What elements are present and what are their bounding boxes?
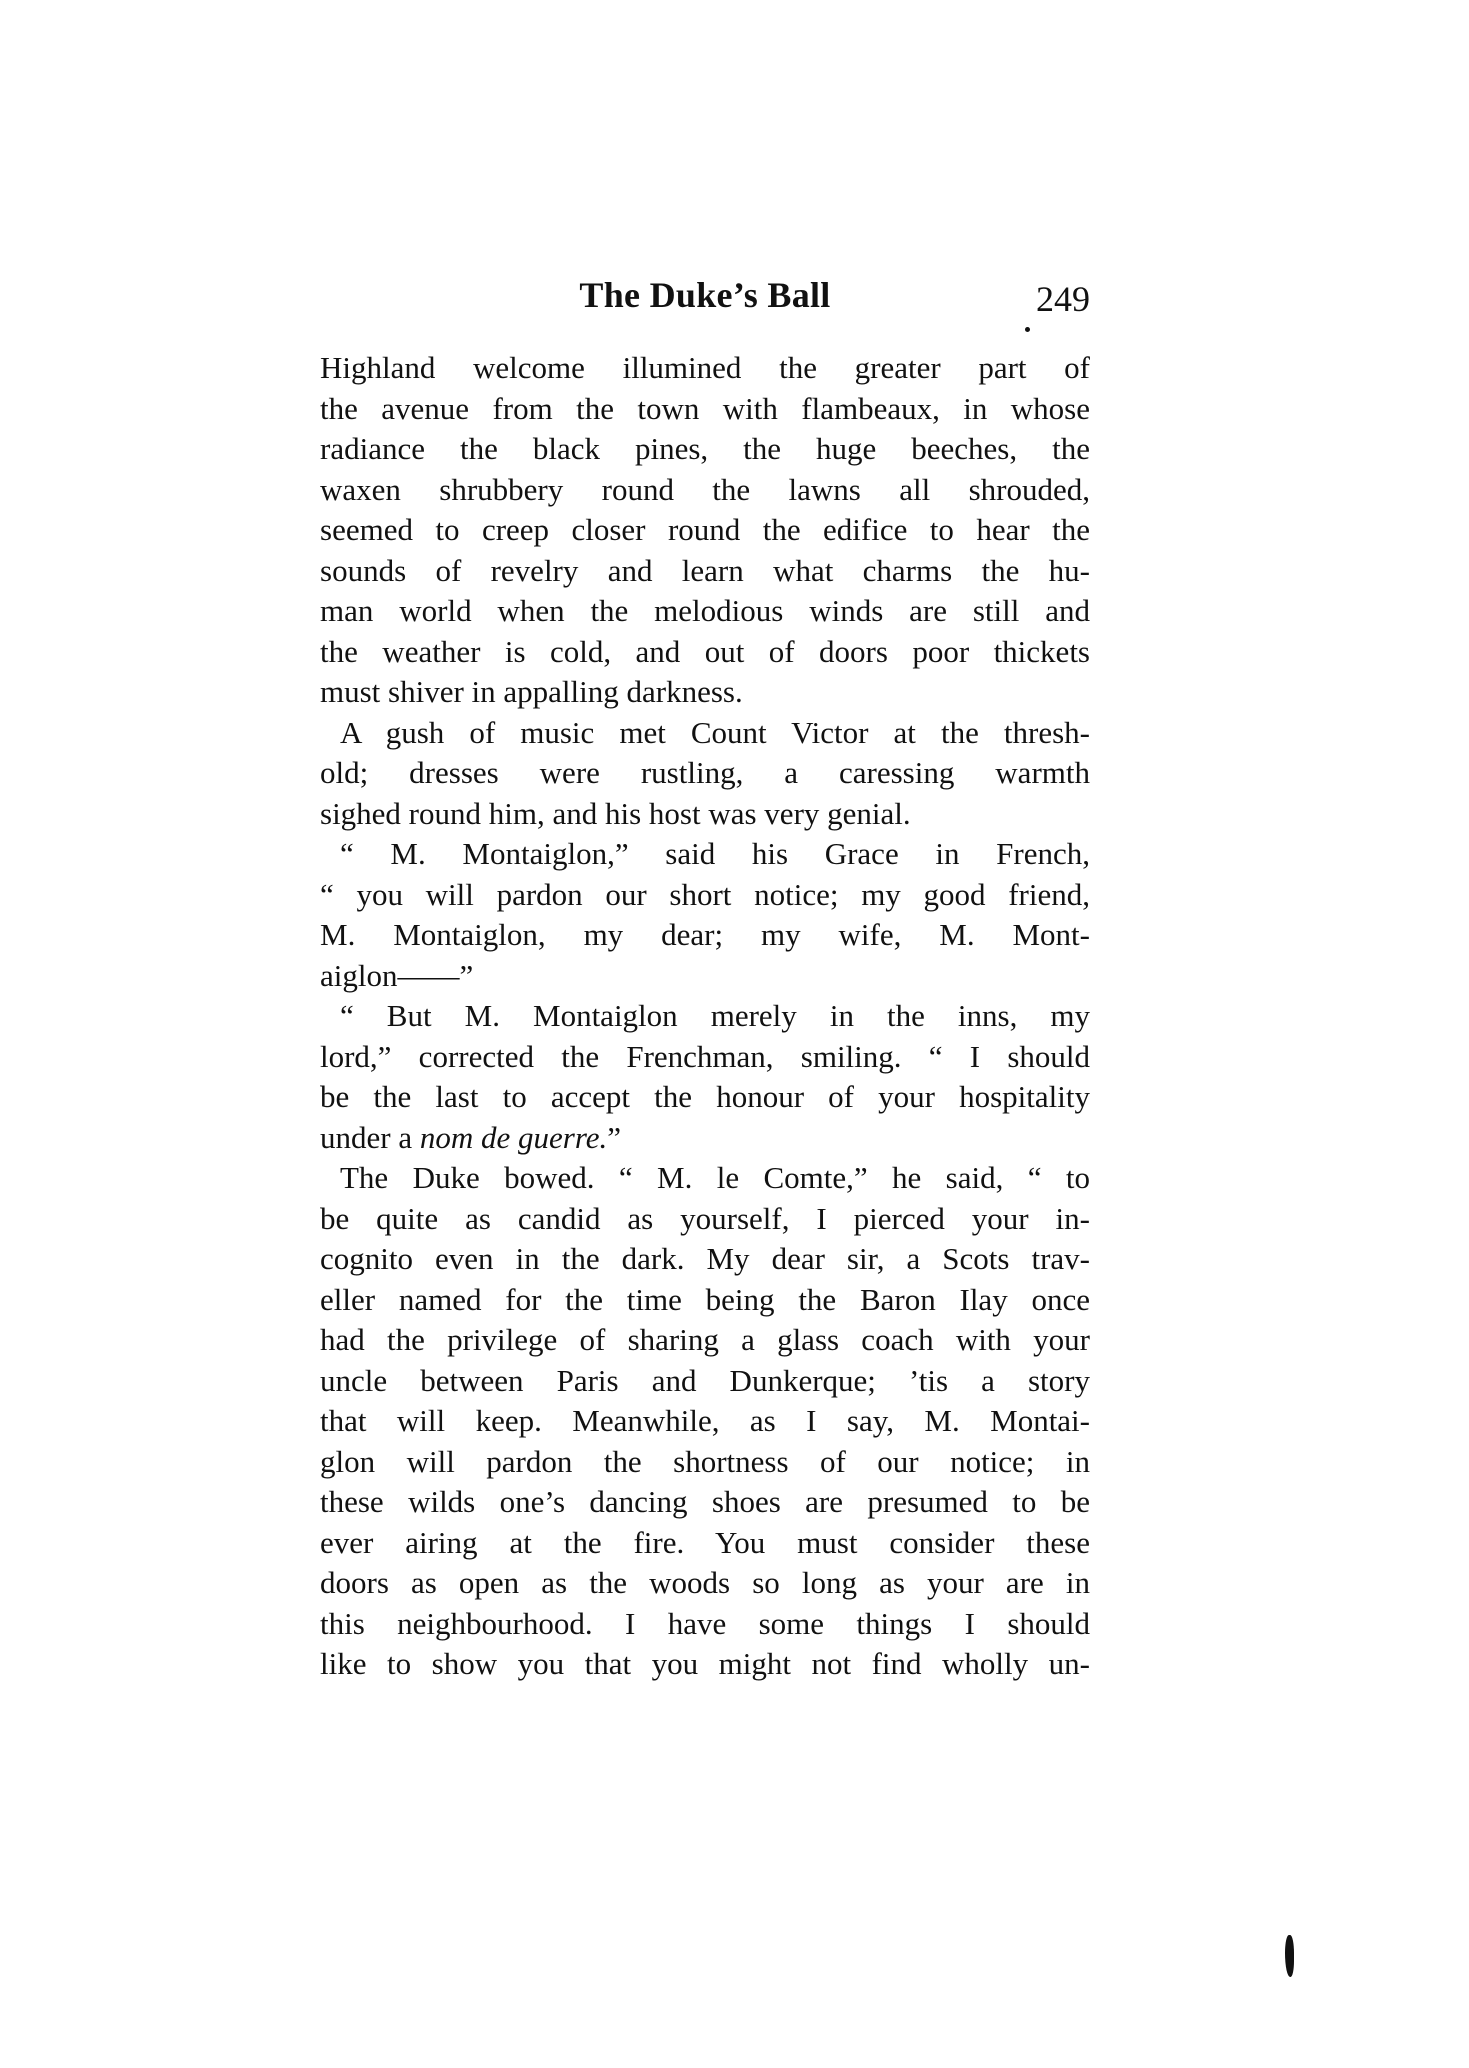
paragraph-3 xyxy=(320,834,1090,996)
text-fragment: ” xyxy=(607,1119,622,1155)
text-line: sighed round him, and his host was very genial. xyxy=(320,795,911,831)
paragraph-1 xyxy=(320,348,1090,713)
text-line: the avenue from the town with flambeaux, in whose xyxy=(320,390,1090,426)
text-line: glon will pardon the shortness of our notice; in xyxy=(320,1443,1090,1479)
margin-ink-mark xyxy=(1285,1935,1294,1977)
text-line: be quite as candid as yourself, I pierced your in- xyxy=(320,1200,1090,1236)
running-head xyxy=(320,270,1090,320)
italic-phrase: nom de guerre. xyxy=(419,1119,608,1155)
text-line: cognito even in the dark. My dear sir, a Scots trav- xyxy=(320,1241,1090,1276)
page-number: 249 xyxy=(1036,279,1090,319)
text-line: waxen shrubbery round the lawns all shrouded, xyxy=(320,471,1090,507)
paragraph-4 xyxy=(320,996,1090,1158)
text-line: “ you will pardon our short notice; my good friend, xyxy=(320,876,1090,912)
text-line: “ M. Montaiglon,” said his Grace in French, xyxy=(340,836,1090,871)
paragraph-2 xyxy=(320,713,1090,835)
body-text xyxy=(320,348,1090,1685)
text-line: uncle between Paris and Dunkerque; ’tis a story xyxy=(320,1362,1090,1398)
text-line xyxy=(320,1118,1090,1159)
text-line: Highland welcome illumined the greater part of xyxy=(320,350,1090,385)
running-title: The Duke’s Ball xyxy=(579,275,831,315)
text-line: old; dresses were rustling, a caressing warmth xyxy=(320,755,1090,790)
paragraph-5 xyxy=(320,1158,1090,1685)
text-line: M. Montaiglon, my dear; my wife, M. Mont- xyxy=(320,917,1090,952)
text-line: sounds of revelry and learn what charms the hu- xyxy=(320,552,1090,588)
text-fragment: under a xyxy=(320,1119,420,1155)
text-line: lord,” corrected the Frenchman, smiling. “ I should xyxy=(320,1038,1090,1074)
text-line: The Duke bowed. “ M. le Comte,” he said, “ to xyxy=(340,1160,1090,1195)
text-line: these wilds one’s dancing shoes are presumed to be xyxy=(320,1484,1090,1519)
text-line: radiance the black pines, the huge beeches, the xyxy=(320,431,1090,466)
text-line: must shiver in appalling darkness. xyxy=(320,674,743,709)
text-line: the weather is cold, and out of doors poor thickets xyxy=(320,633,1090,669)
text-line: eller named for the time being the Baron Ilay once xyxy=(320,1281,1090,1317)
text-line: man world when the melodious winds are still and xyxy=(320,593,1090,628)
text-line: seemed to creep closer round the edifice to hear the xyxy=(320,512,1090,547)
print-speck xyxy=(1025,327,1030,332)
text-line: “ But M. Montaiglon merely in the inns, my xyxy=(340,998,1090,1033)
text-line: A gush of music met Count Victor at the thresh- xyxy=(340,714,1090,750)
text-line: aiglon——” xyxy=(320,957,474,993)
text-line: be the last to accept the honour of your hospitality xyxy=(320,1079,1090,1114)
text-line: that will keep. Meanwhile, as I say, M. Montai- xyxy=(320,1403,1090,1438)
text-line: had the privilege of sharing a glass coach with your xyxy=(320,1322,1090,1357)
text-line: like to show you that you might not find wholly un- xyxy=(320,1646,1090,1681)
text-line: ever airing at the fire. You must consider these xyxy=(320,1524,1090,1560)
text-line: this neighbourhood. I have some things I should xyxy=(320,1605,1090,1641)
text-line: doors as open as the woods so long as your are in xyxy=(320,1565,1090,1600)
